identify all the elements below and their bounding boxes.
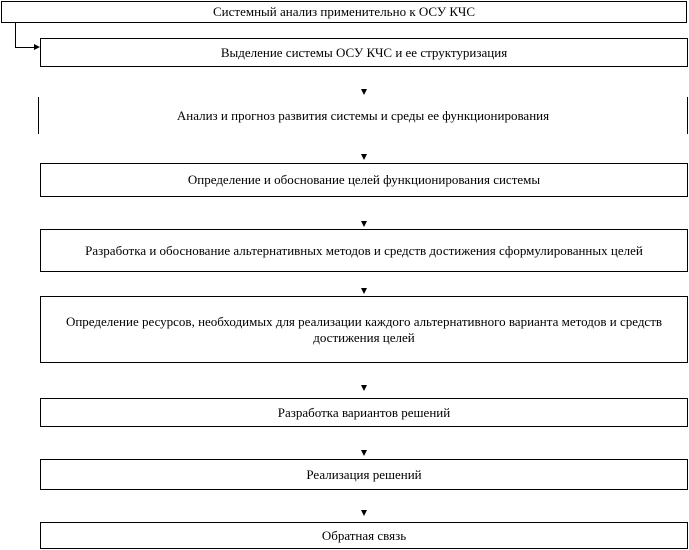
step-2-box bbox=[38, 97, 688, 134]
step-6-text: Разработка вариантов решений bbox=[277, 404, 451, 420]
connector-title-horizontal bbox=[15, 47, 34, 48]
step-2-text: Анализ и прогноз развития системы и среды ее функционирования bbox=[176, 107, 550, 123]
step-1-text: Выделение системы ОСУ КЧС и ее структуризация bbox=[220, 44, 508, 60]
arrow-step-4-to-5 bbox=[361, 288, 367, 294]
step-8-box bbox=[40, 522, 688, 549]
step-4-text: Разработка и обоснование альтернативных методов и средств достижения сформулированных целей bbox=[85, 242, 643, 258]
arrow-step-5-to-6 bbox=[361, 385, 367, 391]
step-5-box bbox=[40, 296, 688, 363]
arrow-step-2-to-3 bbox=[361, 154, 367, 160]
step-1-box bbox=[40, 38, 688, 67]
step-6-box bbox=[40, 398, 688, 427]
arrow-step-6-to-7 bbox=[361, 450, 367, 456]
arrow-step-3-to-4 bbox=[361, 221, 367, 227]
step-7-text: Реализация решений bbox=[306, 466, 422, 482]
step-5-text: Определение ресурсов, необходимых для реализации каждого альтернативного варианта методов и средств достижения целей bbox=[65, 313, 663, 345]
step-3-box bbox=[40, 163, 688, 197]
arrow-step-7-to-8 bbox=[361, 510, 367, 516]
step-7-box bbox=[40, 459, 688, 490]
connector-title-vertical bbox=[15, 23, 16, 47]
step-8-text: Обратная связь bbox=[321, 527, 407, 543]
step-4-box bbox=[40, 229, 688, 272]
arrow-step-1-to-2 bbox=[361, 89, 367, 95]
title-text: Системный анализ применительно к ОСУ КЧС bbox=[213, 4, 475, 19]
title-box bbox=[1, 1, 687, 23]
step-3-text: Определение и обоснование целей функционирования системы bbox=[187, 172, 541, 187]
